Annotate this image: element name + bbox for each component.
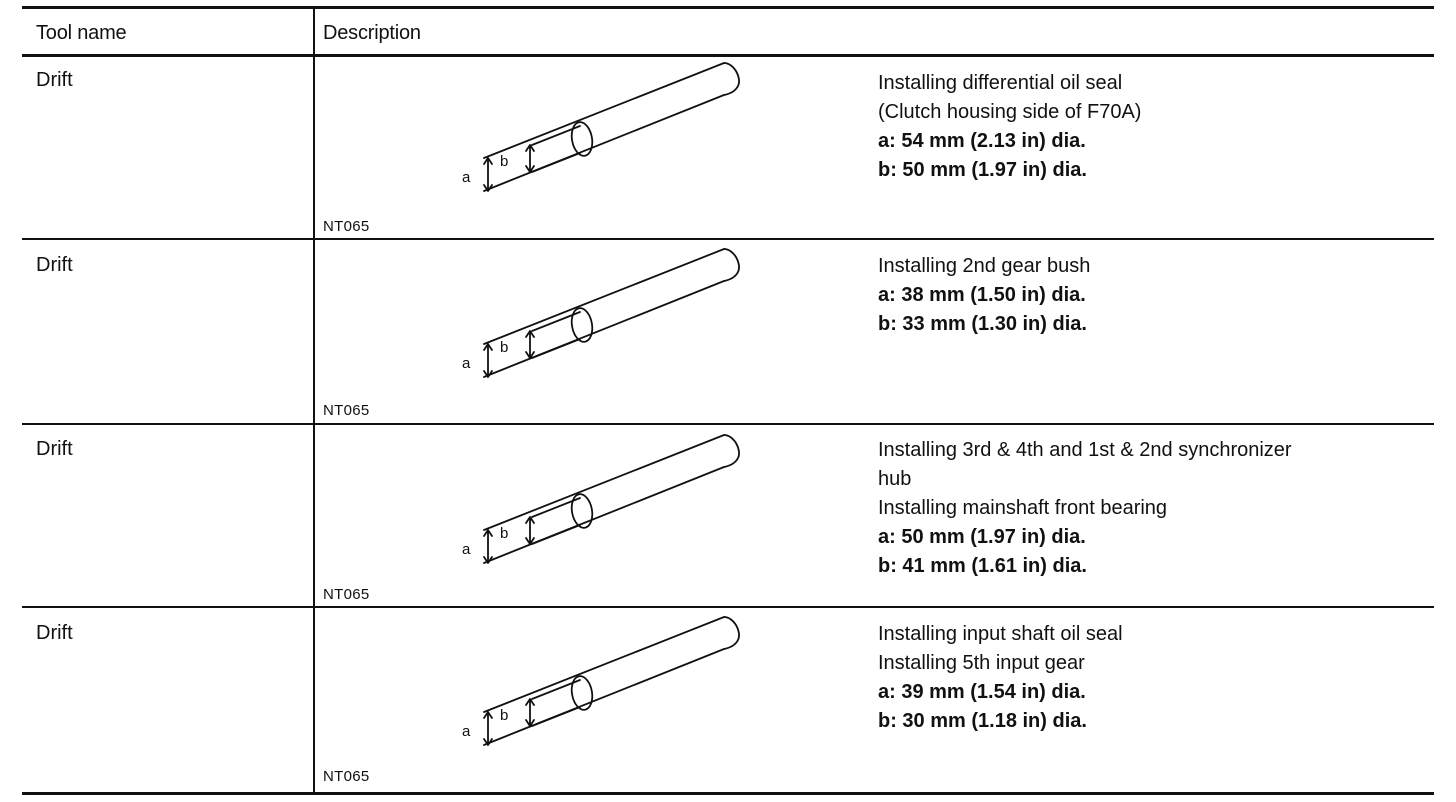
tool-name-cell: Drift <box>36 438 73 460</box>
figure-label-b: b <box>500 525 509 542</box>
figure-code: NT065 <box>323 402 370 419</box>
description-line: hub <box>878 468 912 490</box>
figure-label-a: a <box>462 169 471 186</box>
table-bottom-rule <box>22 792 1434 795</box>
drift-tool-figure <box>442 252 762 402</box>
description-cell <box>878 252 1418 339</box>
drift-tool-figure <box>442 620 762 770</box>
spec-line: b: 41 mm (1.61 in) dia. <box>878 555 1087 577</box>
spec-line: a: 50 mm (1.97 in) dia. <box>878 526 1086 548</box>
description-line: Installing input shaft oil seal <box>878 623 1123 645</box>
description-line: (Clutch housing side of F70A) <box>878 101 1142 123</box>
row-divider <box>22 238 1434 240</box>
description-line: Installing mainshaft front bearing <box>878 497 1168 519</box>
figure-label-a: a <box>462 355 471 372</box>
figure-label-b: b <box>500 339 509 356</box>
tool-name-cell: Drift <box>36 622 73 644</box>
row-divider <box>22 606 1434 608</box>
table-top-rule <box>22 6 1434 9</box>
figure-label-a: a <box>462 723 471 740</box>
tool-name-cell: Drift <box>36 254 73 276</box>
spec-line: b: 33 mm (1.30 in) dia. <box>878 313 1087 335</box>
spec-line: b: 50 mm (1.97 in) dia. <box>878 159 1087 181</box>
drift-tool-figure <box>442 66 762 216</box>
header-tool-name: Tool name <box>36 22 127 44</box>
figure-label-a: a <box>462 541 471 558</box>
special-tool-table <box>22 6 1434 796</box>
row-divider <box>22 423 1434 425</box>
description-line: Installing 2nd gear bush <box>878 255 1091 277</box>
description-line: Installing 3rd & 4th and 1st & 2nd synchronizer <box>878 439 1292 461</box>
description-cell <box>878 620 1418 736</box>
description-cell <box>878 436 1418 581</box>
figure-code: NT065 <box>323 218 370 235</box>
header-bottom-rule <box>22 54 1434 57</box>
tool-name-cell: Drift <box>36 69 73 91</box>
drift-tool-figure <box>442 438 762 588</box>
header-description: Description <box>323 22 421 44</box>
column-divider <box>313 6 315 793</box>
figure-label-b: b <box>500 707 509 724</box>
description-line: Installing differential oil seal <box>878 72 1123 94</box>
spec-line: a: 39 mm (1.54 in) dia. <box>878 681 1086 703</box>
description-line: Installing 5th input gear <box>878 652 1085 674</box>
spec-line: a: 38 mm (1.50 in) dia. <box>878 284 1086 306</box>
spec-line: b: 30 mm (1.18 in) dia. <box>878 710 1087 732</box>
figure-label-b: b <box>500 153 509 170</box>
description-cell <box>878 69 1418 185</box>
figure-code: NT065 <box>323 768 370 785</box>
spec-line: a: 54 mm (2.13 in) dia. <box>878 130 1086 152</box>
figure-code: NT065 <box>323 586 370 603</box>
